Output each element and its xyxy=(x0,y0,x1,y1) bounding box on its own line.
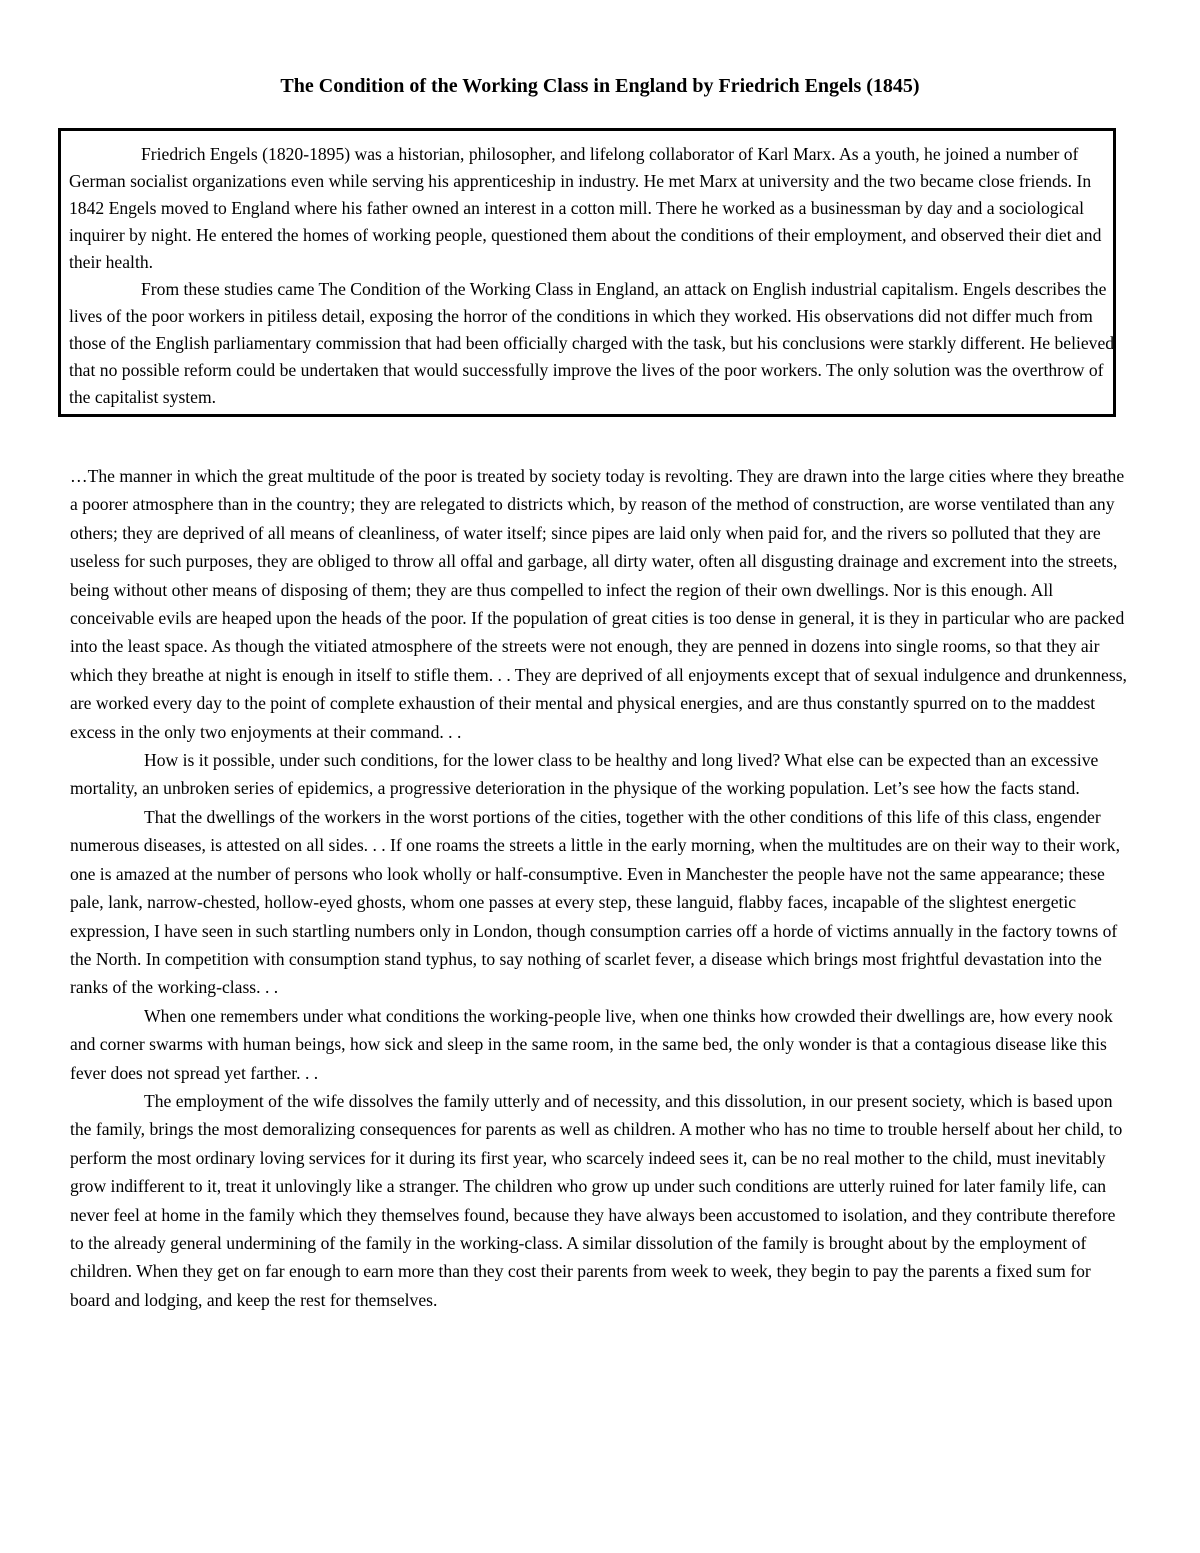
document-title: The Condition of the Working Class in England by Friedrich Engels (1845) xyxy=(280,75,920,97)
intro-paragraph: Friedrich Engels (1820-1895) was a historian, philosopher, and lifelong collaborator of Karl Marx. As a youth, he joined a number of German socialist organizations even while serving his apprenticeship in industry. He met Marx at university and the two became close friends. In 1842 Engels moved to England where his father owned an interest in a cotton mill. There he worked as a businessman by day and a sociological inquirer by night. He entered the homes of working people, questioned them about the conditions of their employment, and observed their diet and their health. xyxy=(69,144,1102,272)
excerpt-body xyxy=(70,462,1130,1314)
body-paragraph: When one remembers under what conditions the working-people live, when one thinks how crowded their dwellings are, how every nook and corner swarms with human beings, how sick and sleep in the same room, in the same bed, the only wonder is that a contagious disease like this fever does not spread yet farther. . . xyxy=(70,1005,1113,1083)
body-paragraph: …The manner in which the great multitude of the poor is treated by society today is revolting. They are drawn into the large cities where they breathe a poorer atmosphere than in the country; they are relegated to districts which, by reason of the method of construction, are worse ventilated than any others; they are deprived of all means of cleanliness, of water itself; since pipes are laid only when paid for, and the rivers so polluted that they are useless for such purposes, they are obliged to throw all offal and garbage, all dirty water, often all disgusting drainage and excrement into the streets, being without other means of disposing of them; they are thus compelled to infect the region of their own dwellings. Nor is this enough. All conceivable evils are heaped upon the heads of the poor. If the population of great cities is too dense in general, it is they in particular who are packed into the least space. As though the vitiated atmosphere of the streets were not enough, they are penned in dozens into single rooms, so that they air which they breathe at night is enough in itself to stifle them. . . They are deprived of all enjoyments except that of sexual indulgence and drunkenness, are worked every day to the point of complete exhaustion of their mental and physical energies, and are thus constantly spurred on to the maddest excess in the only two enjoyments at their command. . . xyxy=(70,466,1127,742)
body-paragraph: The employment of the wife dissolves the family utterly and of necessity, and this dissolution, in our present society, which is based upon the family, brings the most demoralizing consequences for parents as well as children. A mother who has no time to trouble herself about her child, to perform the most ordinary loving services for it during its first year, who scarcely indeed sees it, can be no real mother to the child, must inevitably grow indifferent to it, treat it unlovingly like a stranger. The children who grow up under such conditions are utterly ruined for later family life, can never feel at home in the family which they themselves found, because they have always been accustomed to isolation, and they contribute therefore to the already general undermining of the family in the working-class. A similar dissolution of the family is brought about by the employment of children. When they get on far enough to earn more than they cost their parents from week to week, they begin to pay the parents a fixed sum for board and lodging, and keep the rest for themselves. xyxy=(70,1090,1123,1310)
body-paragraph: How is it possible, under such conditions, for the lower class to be healthy and long lived? What else can be expected than an excessive mortality, an unbroken series of epidemics, a progressive deterioration in the physique of the working population. Let’s see how the facts stand. xyxy=(70,750,1099,799)
body-paragraph: That the dwellings of the workers in the worst portions of the cities, together with the other conditions of this life of this class, engender numerous diseases, is attested on all sides. . . If one roams the streets a little in the early morning, when the multitudes are on their way to their work, one is amazed at the number of persons who look wholly or half-consumptive. Even in Manchester the people have not the same appearance; these pale, lank, narrow-chested, hollow-eyed ghosts, whom one passes at every step, these languid, flabby faces, incapable of the slightest energetic expression, I have seen in such startling numbers only in London, though consumption carries off a horde of victims annually in the factory towns of the North. In competition with consumption stand typhus, to say nothing of scarlet fever, a disease which brings most frightful devastation into the ranks of the working-class. . . xyxy=(70,806,1120,998)
intro-paragraph: From these studies came The Condition of the Working Class in England, an attack on English industrial capitalism. Engels describes the lives of the poor workers in pitiless detail, exposing the horror of the conditions in which they worked. His observations did not differ much from those of the English parliamentary commission that had been officially charged with the task, but his conclusions were starkly different. He believed that no possible reform could be undertaken that would successfully improve the lives of the poor workers. The only solution was the overthrow of the capitalist system. xyxy=(69,279,1115,407)
intro-box xyxy=(58,128,1116,417)
